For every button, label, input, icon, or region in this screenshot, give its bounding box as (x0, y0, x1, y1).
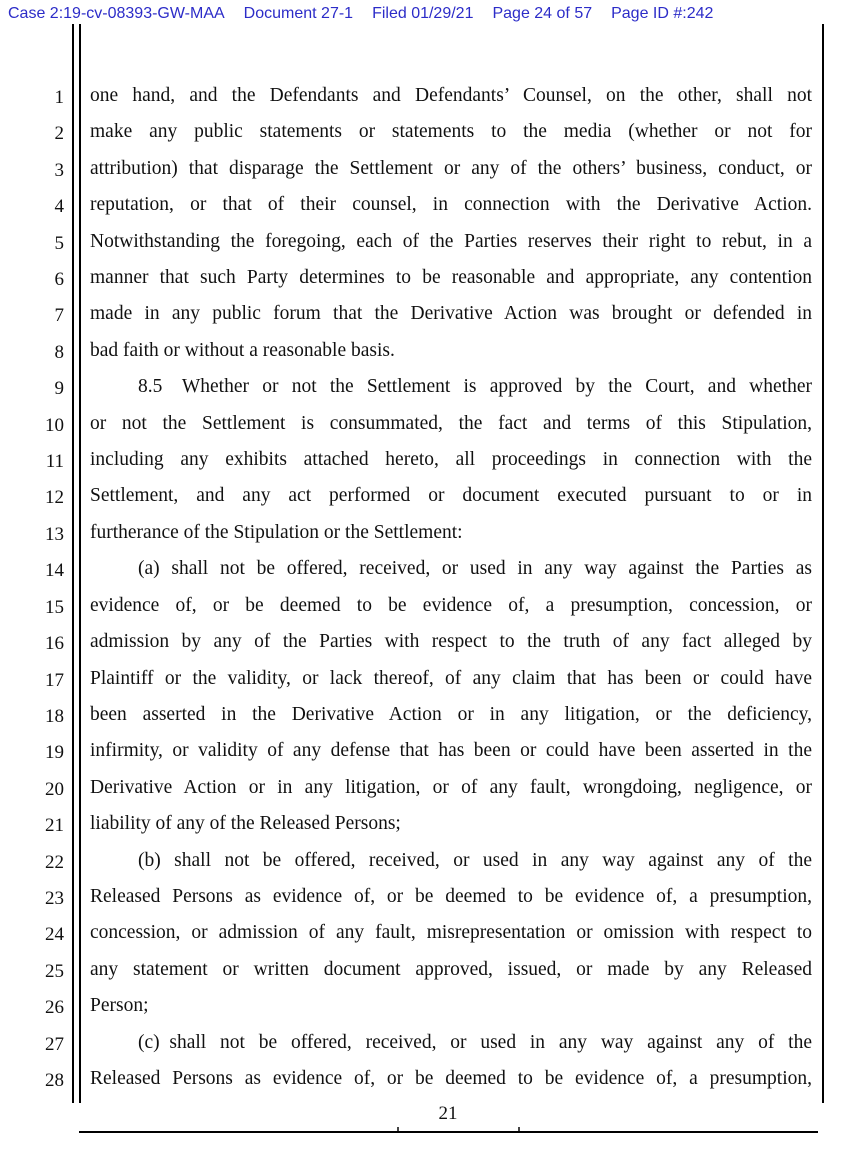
line-number-column (0, 80, 64, 1099)
line-number: 13 (45, 523, 64, 545)
footer-rule-tick (397, 1127, 399, 1131)
text-line: make any public statements or statements to the media (whether or not for (90, 121, 812, 143)
header-page-id: Page ID #:242 (611, 5, 714, 22)
text-line: Plaintiff or the validity, or lack thereof, of any claim that has been or could have (90, 667, 812, 689)
line-number: 17 (45, 669, 64, 691)
line-number: 18 (45, 705, 64, 727)
text-line: Person; (90, 995, 149, 1017)
line-number: 21 (45, 815, 64, 837)
line-number: 2 (54, 123, 64, 145)
line-number: 11 (45, 451, 64, 473)
text-line: Released Persons as evidence of, or be deemed to be evidence of, a presumption, (90, 885, 812, 907)
case-header (8, 5, 713, 23)
text-line: manner that such Party determines to be reasonable and appropriate, any contention (90, 267, 812, 289)
line-number: 27 (45, 1033, 64, 1055)
text-line: evidence of, or be deemed to be evidence of, a presumption, concession, or (90, 594, 812, 616)
line-number: 1 (54, 87, 64, 108)
line-number: 3 (54, 159, 64, 181)
text-line: admission by any of the Parties with respect to the truth of any fact alleged by (90, 631, 812, 653)
text-line: including any exhibits attached hereto, all proceedings in connection with the (90, 449, 812, 471)
text-line: been asserted in the Derivative Action or in any litigation, or the deficiency, (90, 703, 812, 725)
line-number: 23 (45, 887, 64, 909)
text-line: reputation, or that of their counsel, in connection with the Derivative Action. (90, 194, 812, 216)
line-number: 16 (45, 633, 64, 655)
line-number: 15 (45, 596, 64, 618)
line-number: 28 (45, 1069, 64, 1091)
text-line: any statement or written document approved, issued, or made by any Released (90, 958, 812, 980)
line-number: 22 (45, 851, 64, 873)
text-line: one hand, and the Defendants and Defendants’ Counsel, on the other, shall not (90, 85, 812, 106)
text-line: liability of any of the Released Persons; (90, 813, 401, 835)
text-line: Released Persons as evidence of, or be deemed to be evidence of, a presumption, (90, 1067, 812, 1089)
pleading-right-rule (822, 24, 824, 1103)
text-line: (c) shall not be offered, received, or used in any way against any of the (138, 1031, 812, 1053)
text-line: made in any public forum that the Derivative Action was brought or defended in (90, 303, 812, 325)
line-number: 19 (45, 742, 64, 764)
line-number: 24 (45, 924, 64, 946)
body-text-column (90, 78, 812, 1097)
text-line: concession, or admission of any fault, misrepresentation or omission with respect to (90, 922, 812, 944)
line-number: 6 (54, 269, 64, 291)
line-number: 12 (45, 487, 64, 509)
page-number: 21 (438, 1103, 458, 1124)
header-filed-date: Filed 01/29/21 (372, 5, 474, 22)
text-line: Notwithstanding the foregoing, each of the Parties reserves their right to rebut, in a (90, 230, 812, 252)
pleading-double-rule (72, 24, 81, 1103)
text-line: 8.5 Whether or not the Settlement is approved by the Court, and whether (138, 376, 812, 398)
line-number: 25 (45, 960, 64, 982)
line-number: 9 (54, 378, 64, 400)
text-line: (b) shall not be offered, received, or used in any way against any of the (138, 849, 812, 871)
text-line: or not the Settlement is consummated, the fact and terms of this Stipulation, (90, 412, 812, 434)
text-line: infirmity, or validity of any defense that has been or could have been asserted in the (90, 740, 812, 762)
line-number: 10 (45, 414, 64, 436)
text-line: bad faith or without a reasonable basis. (90, 339, 395, 361)
line-number: 26 (45, 997, 64, 1019)
footer-rule (79, 1131, 818, 1133)
header-document-number: Document 27-1 (243, 5, 354, 22)
footer-rule-tick (518, 1127, 520, 1131)
line-number: 7 (54, 305, 64, 327)
text-line: furtherance of the Stipulation or the Settlement: (90, 521, 463, 543)
line-number: 4 (54, 196, 64, 218)
header-page-of: Page 24 of 57 (492, 5, 593, 22)
text-line: Derivative Action or in any litigation, or of any fault, wrongdoing, negligence, or (90, 776, 812, 798)
text-line: (a) shall not be offered, received, or used in any way against the Parties as (138, 558, 812, 580)
line-number: 5 (54, 232, 64, 254)
text-line: attribution) that disparage the Settlement or any of the others’ business, conduct, or (90, 157, 812, 179)
line-number: 20 (45, 778, 64, 800)
line-number: 8 (54, 341, 64, 363)
line-number: 14 (45, 560, 64, 582)
header-case-number: Case 2:19-cv-08393-GW-MAA (8, 5, 225, 22)
text-line: Settlement, and any act performed or document executed pursuant to or in (90, 485, 812, 507)
